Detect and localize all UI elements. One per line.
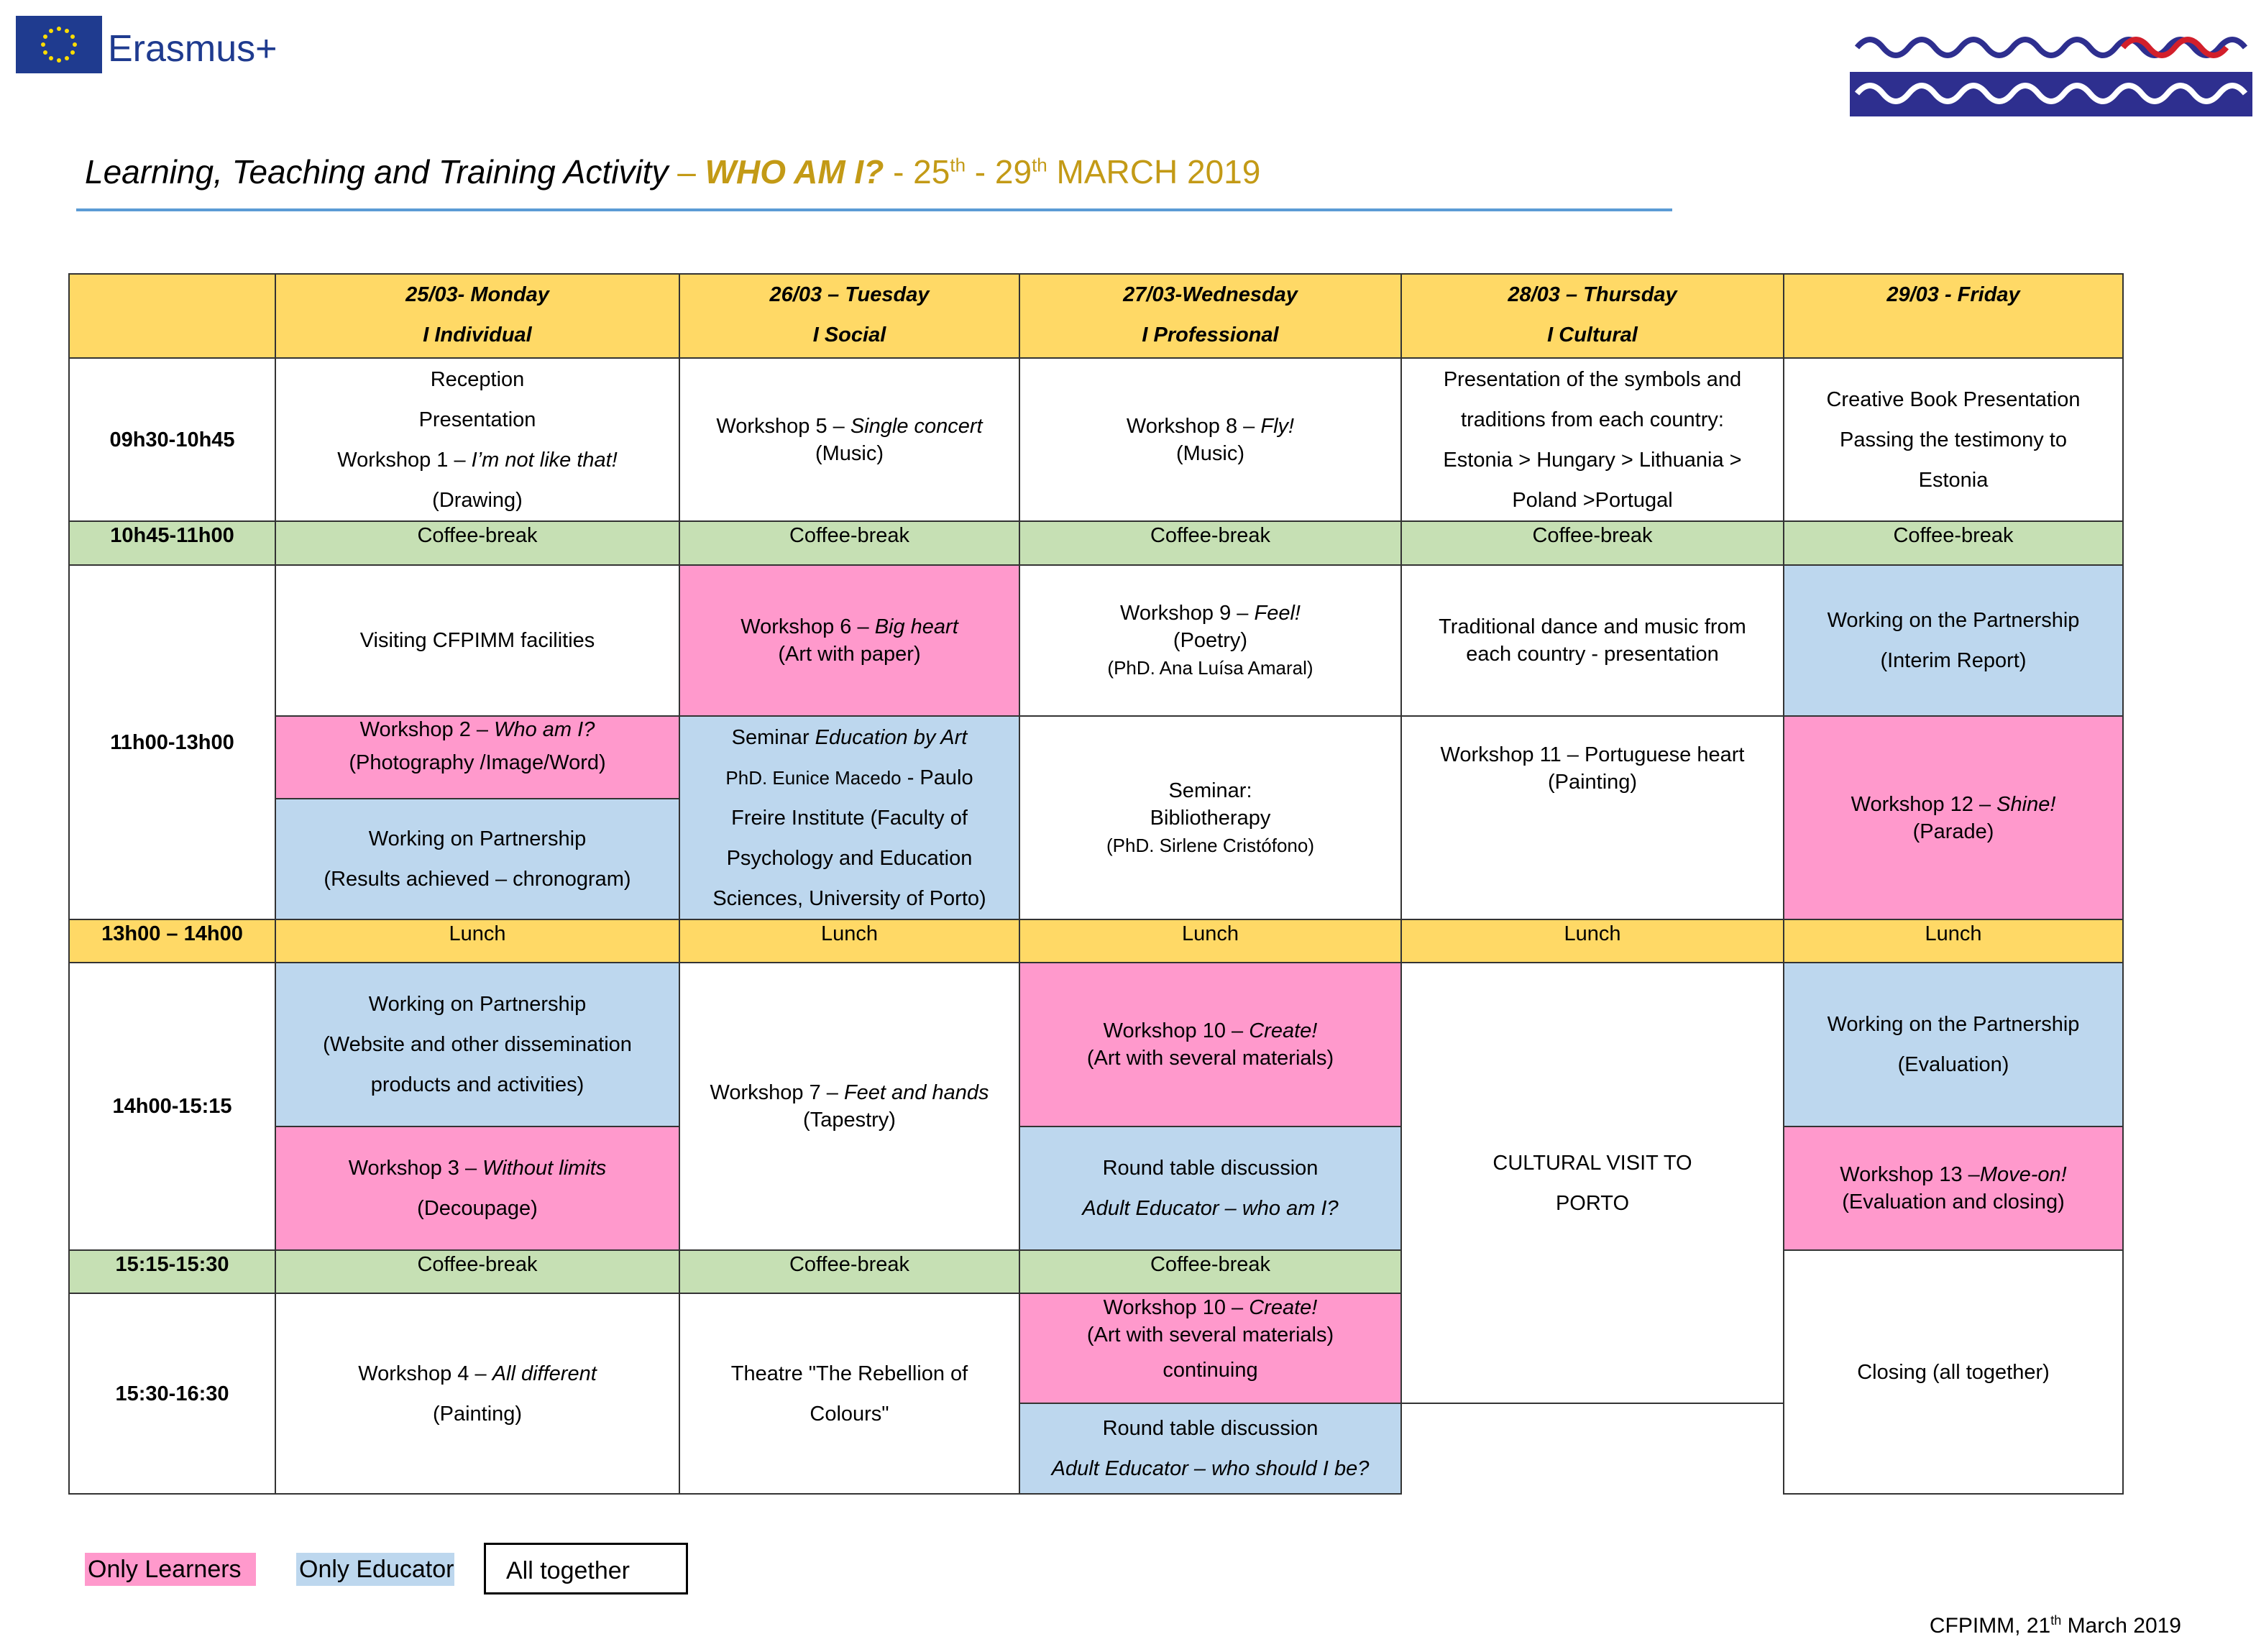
- session-cell-educators: Round table discussion Adult Educator – who am I?: [1019, 1126, 1401, 1250]
- session-cell-educators: Working on Partnership (Website and other dissemination products and activities): [275, 963, 679, 1126]
- coffee-break-cell: Coffee-break: [1401, 521, 1784, 565]
- coffee-break-cell: Coffee-break: [679, 1250, 1019, 1293]
- table-row: [69, 716, 2123, 799]
- table-row: [69, 963, 2123, 1126]
- day-header-friday: 29/03 - Friday: [1784, 274, 2123, 358]
- schedule-table: [68, 273, 2124, 1495]
- session-cell: Seminar: Bibliotherapy (PhD. Sirlene Cristófono): [1019, 716, 1401, 919]
- session-cell: Workshop 5 – Single concert (Music): [679, 358, 1019, 521]
- erasmus-logo-text: Erasmus+: [108, 28, 278, 70]
- title-theme: WHO AM I?: [705, 153, 884, 191]
- time-slot: 15:15-15:30: [69, 1250, 275, 1293]
- session-cell-educators: Round table discussion Adult Educator – who should I be?: [1019, 1403, 1401, 1494]
- session-cell-learners: Workshop 12 – Shine! (Parade): [1784, 716, 2123, 919]
- coffee-break-cell: Coffee-break: [679, 521, 1019, 565]
- session-cell-educators: Working on the Partnership (Evaluation): [1784, 963, 2123, 1126]
- partner-wave-logo: [1850, 23, 2252, 116]
- session-cell: Theatre "The Rebellion of Colours": [679, 1293, 1019, 1494]
- title-underline: [76, 208, 1672, 211]
- time-slot: 11h00-13h00: [69, 565, 275, 919]
- eu-flag-logo: [16, 16, 102, 73]
- title-month: MARCH 2019: [1047, 153, 1261, 191]
- session-cell-learners: Workshop 6 – Big heart (Art with paper): [679, 565, 1019, 716]
- table-row: [69, 358, 2123, 521]
- legend-only-learners: Only Learners: [85, 1553, 256, 1586]
- legend-only-educator: Only Educator: [296, 1553, 454, 1586]
- day-header-wednesday: 27/03-Wednesday I Professional: [1019, 274, 1401, 358]
- session-cell: Workshop 9 – Feel! (Poetry) (PhD. Ana Luísa Amaral): [1019, 565, 1401, 716]
- session-cell: Workshop 4 – All different (Painting): [275, 1293, 679, 1494]
- coffee-break-cell: Coffee-break: [1019, 1250, 1401, 1293]
- session-cell-educators: Working on Partnership (Results achieved – chronogram): [275, 799, 679, 919]
- session-cell-learners: Workshop 10 – Create! (Art with several materials) continuing: [1019, 1293, 1401, 1403]
- activity-title: [85, 152, 1260, 191]
- session-cell: Workshop 8 – Fly! (Music): [1019, 358, 1401, 521]
- table-row: [69, 521, 2123, 565]
- session-cell: Workshop 7 – Feet and hands (Tapestry): [679, 963, 1019, 1250]
- session-cell-learners: Workshop 10 – Create! (Art with several materials): [1019, 963, 1401, 1126]
- title-end-suffix: th: [1032, 154, 1047, 176]
- lunch-cell: Lunch: [1401, 919, 1784, 963]
- time-slot: 09h30-10h45: [69, 358, 275, 521]
- title-start-suffix: th: [950, 154, 966, 176]
- session-cell-educators: Seminar Education by Art PhD. Eunice Macedo - Paulo Freire Institute (Faculty of Psychology and Education Sciences, University of Porto): [679, 716, 1019, 919]
- lunch-cell: Lunch: [275, 919, 679, 963]
- session-cell-learners: Workshop 2 – Who am I? (Photography /Image/Word): [275, 716, 679, 799]
- session-cell: Creative Book Presentation Passing the testimony to Estonia: [1784, 358, 2123, 521]
- session-cell-educators: Working on the Partnership (Interim Report): [1784, 565, 2123, 716]
- coffee-break-cell: Coffee-break: [1784, 521, 2123, 565]
- table-row: [69, 1250, 2123, 1293]
- coffee-break-cell: Coffee-break: [275, 1250, 679, 1293]
- time-slot: 13h00 – 14h00: [69, 919, 275, 963]
- session-cell: CULTURAL VISIT TO PORTO: [1401, 963, 1784, 1403]
- time-slot: 10h45-11h00: [69, 521, 275, 565]
- title-dash: –: [668, 153, 705, 191]
- table-row: [69, 1126, 2123, 1250]
- session-cell: Closing (all together): [1784, 1250, 2123, 1494]
- time-slot: 15:30-16:30: [69, 1293, 275, 1494]
- day-header-thursday: 28/03 – Thursday I Cultural: [1401, 274, 1784, 358]
- coffee-break-cell: Coffee-break: [275, 521, 679, 565]
- lunch-cell: Lunch: [679, 919, 1019, 963]
- title-start-date: - 25: [884, 153, 950, 191]
- day-header-tuesday: 26/03 – Tuesday I Social: [679, 274, 1019, 358]
- session-cell: Reception Presentation Workshop 1 – I’m not like that! (Drawing): [275, 358, 679, 521]
- session-cell: Visiting CFPIMM facilities: [275, 565, 679, 716]
- title-prefix: Learning, Teaching and Training Activity: [85, 153, 669, 191]
- lunch-cell: Lunch: [1784, 919, 2123, 963]
- time-slot: 14h00-15:15: [69, 963, 275, 1250]
- coffee-break-cell: Coffee-break: [1019, 521, 1401, 565]
- day-header-monday: 25/03- Monday I Individual: [275, 274, 679, 358]
- session-cell-learners: Workshop 13 –Move-on! (Evaluation and closing): [1784, 1126, 2123, 1250]
- table-row: [69, 565, 2123, 716]
- table-row: [69, 919, 2123, 963]
- corner-cell: [69, 274, 275, 358]
- session-cell: Workshop 11 – Portuguese heart (Painting): [1401, 716, 1784, 919]
- session-cell: Presentation of the symbols and traditions from each country: Estonia > Hungary > Lithuania > Poland >Portugal: [1401, 358, 1784, 521]
- table-header-row: [69, 274, 2123, 358]
- lunch-cell: Lunch: [1019, 919, 1401, 963]
- legend-all-together: All together: [484, 1543, 688, 1594]
- title-end-date: - 29: [966, 153, 1032, 191]
- session-cell: Traditional dance and music from each country - presentation: [1401, 565, 1784, 716]
- footer-date-note: CFPIMM, 21th March 2019: [1929, 1613, 2181, 1638]
- session-cell-learners: Workshop 3 – Without limits (Decoupage): [275, 1126, 679, 1250]
